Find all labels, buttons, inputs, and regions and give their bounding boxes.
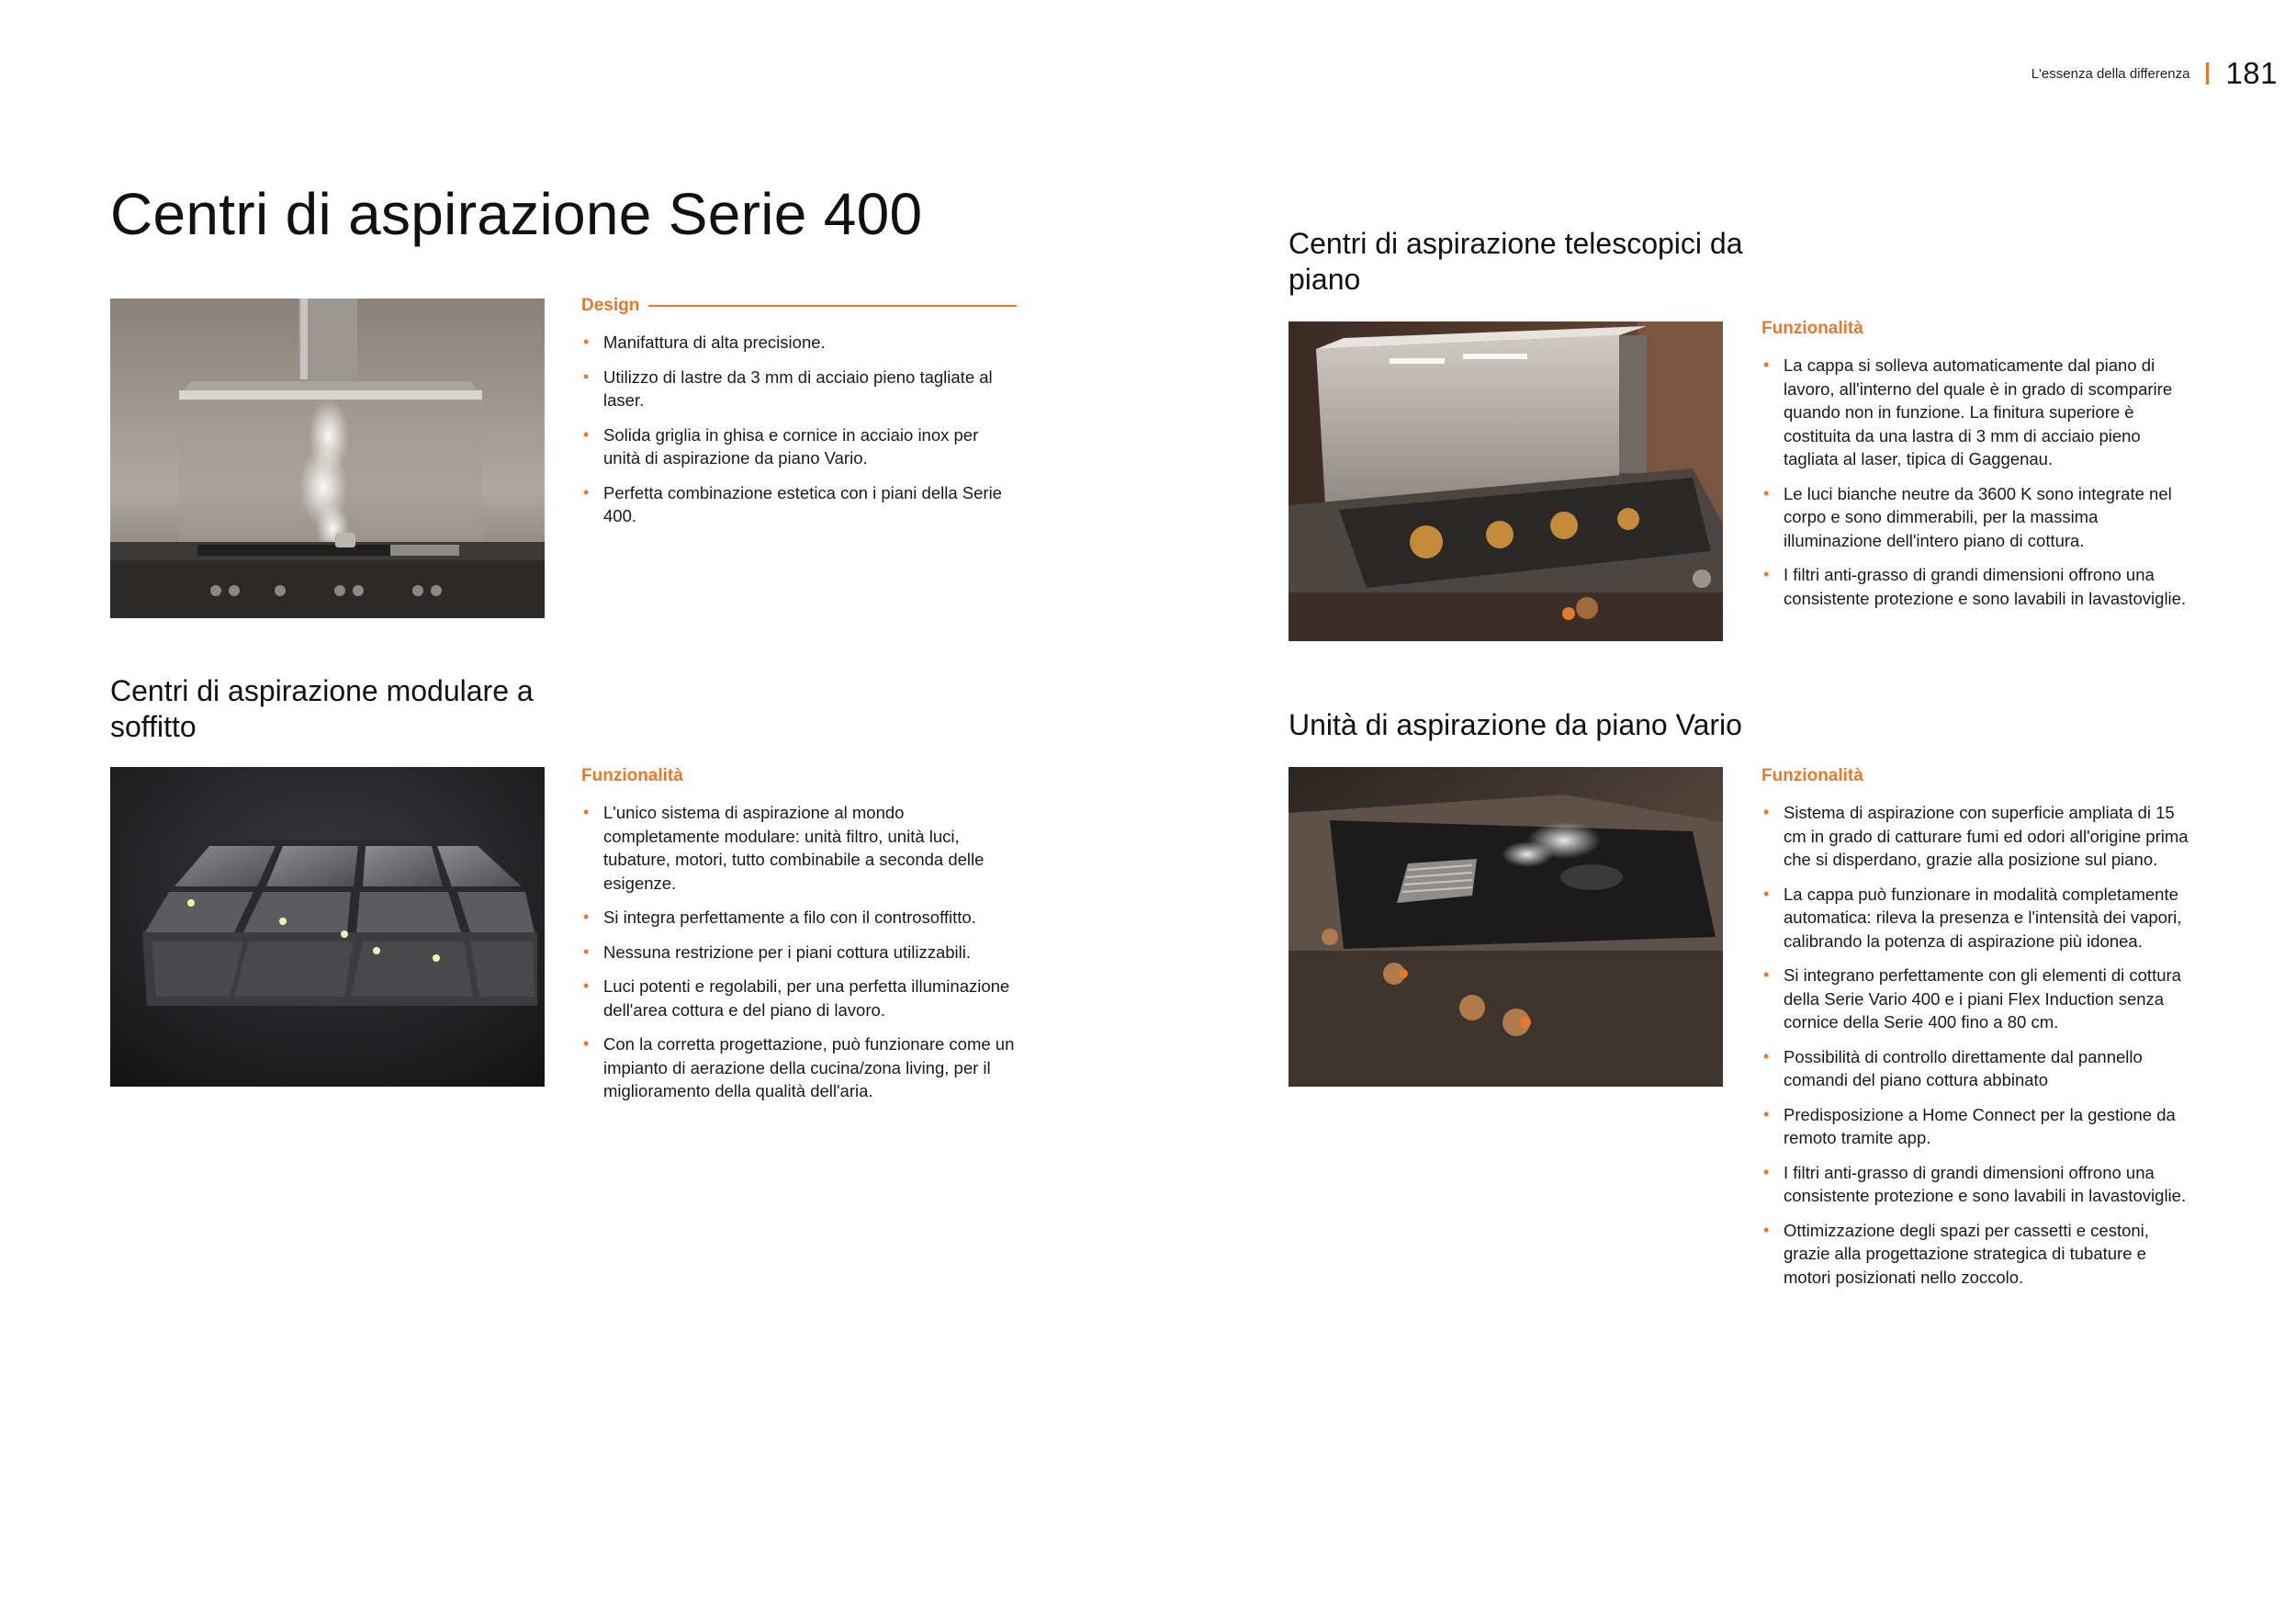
bullet-icon: • — [583, 803, 590, 821]
feature-list — [581, 331, 1017, 528]
list-item: • La cappa può funzionare in modalità completamente automatica: rileva la presenza e l'intensità dei vapori, calibrando la potenza di aspirazione più idonea. — [1763, 884, 2182, 951]
list-item: • Perfetta combinazione estetica con i piani della Serie 400. — [583, 482, 1002, 525]
telescopici-features-block — [1761, 317, 2197, 621]
vario-features-block — [1761, 764, 2197, 1300]
page-number: 181 — [2225, 56, 2278, 90]
list-item: • Luci potenti e regolabili, per una perfetta illuminazione dell'area cottura e del piano di lavoro. — [583, 976, 1010, 1020]
list-item: • Le luci bianche neutre da 3600 K sono integrate nel corpo e sono dimmerabili, per la massima illuminazione dell'intero piano di cottura. — [1763, 483, 2172, 550]
list-item: • Con la corretta progettazione, può funzionare come un impianto di aerazione della cucina/zona living, per il miglioramento della qualità dell'aria. — [583, 1034, 1015, 1100]
list-item: • Utilizzo di lastre da 3 mm di acciaio pieno tagliate al laser. — [583, 367, 993, 410]
bullet-icon: • — [583, 482, 590, 502]
running-header — [2032, 55, 2278, 92]
section-title-vario: Unità di aspirazione da piano Vario — [1289, 708, 1742, 741]
bullet-icon: • — [1763, 1046, 1770, 1066]
list-item: • Ottimizzazione degli spazi per cassetti e cestoni, grazie alla progettazione strategica di tubature e motori posizionati nello zoccolo. — [1763, 1220, 2149, 1287]
list-item: • I filtri anti-grasso di grandi dimensioni offrono una consistente protezione e sono lavabili in lavastoviglie. — [1763, 565, 2187, 608]
bullet-icon: • — [583, 1034, 590, 1053]
page-title: Centri di aspirazione Serie 400 — [110, 181, 923, 247]
bullet-icon: • — [1763, 803, 1770, 821]
bullet-icon: • — [1763, 1104, 1770, 1123]
section-title-telescopici: Centri di aspirazione telescopici da piano — [1289, 227, 1743, 296]
design-features-block — [581, 294, 1017, 539]
vario-downdraft-photo — [1289, 767, 1723, 1087]
list-item: • Predisposizione a Home Connect per la gestione da remoto tramite app. — [1763, 1104, 2176, 1147]
bullet-icon: • — [1763, 884, 1770, 903]
modulare-features-block — [581, 764, 1017, 1114]
section-title-modulare: Centri di aspirazione modulare a soffitto — [110, 674, 534, 743]
bullet-icon: • — [583, 424, 590, 444]
bullet-icon: • — [1763, 483, 1770, 502]
bullet-icon: • — [1763, 1220, 1770, 1239]
list-item: • La cappa si solleva automaticamente dal piano di lavoro, all'interno del quale è in grado di scomparire quando non in funzione. La finitura superiore è costituita da una lastra di 3 mm di acciaio pieno tagliata al laser, tipica di Gaggenau. — [1763, 355, 2173, 468]
list-item: • Si integra perfettamente a filo con il controsoffitto. — [581, 906, 1017, 930]
bullet-icon: • — [1763, 965, 1770, 984]
list-item: • Possibilità di controllo direttamente dal pannello comandi del piano cottura abbinato — [1763, 1046, 2143, 1089]
bullet-icon: • — [583, 367, 590, 386]
running-title: L'essenza della differenza — [2031, 65, 2190, 82]
list-item: • Solida griglia in ghisa e cornice in acciaio inox per unità di aspirazione da piano Vario. — [583, 424, 979, 468]
section-label: Funzionalità — [1761, 319, 1863, 338]
list-item: • Si integrano perfettamente con gli elementi di cottura della Serie Vario 400 e i piani Flex Induction senza cornice della Serie 400 fino a 80 cm. — [1763, 965, 2181, 1032]
feature-list — [581, 801, 1017, 1103]
list-item: • Nessuna restrizione per i piani cottura utilizzabili. — [581, 941, 1017, 964]
list-item: • Manifattura di alta precisione. — [581, 331, 1017, 355]
list-item: • I filtri anti-grasso di grandi dimensioni offrono una consistente protezione e sono lavabili in lavastoviglie. — [1763, 1162, 2187, 1205]
section-label: Design — [581, 294, 1017, 318]
bullet-icon: • — [1763, 565, 1770, 583]
list-item: • Sistema di aspirazione con superficie ampliata di 15 cm in grado di catturare fumi ed odori all'origine prima che si disperdano, grazie alla posizione sul piano. — [1763, 803, 2189, 869]
section-label: Funzionalità — [1761, 766, 1863, 785]
bullet-icon: • — [583, 908, 590, 926]
feature-list — [1761, 354, 2197, 610]
bullet-icon: • — [1763, 355, 1770, 374]
downdraft-hood-photo — [1289, 321, 1723, 641]
bullet-icon: • — [583, 333, 590, 351]
wall-hood-photo — [110, 299, 545, 618]
list-item: • L'unico sistema di aspirazione al mondo completamente modulare: unità filtro, unità luci, tubature, motori, tutto combinabile a seconda delle esigenze. — [583, 803, 985, 893]
feature-list — [1761, 801, 2197, 1289]
bullet-icon: • — [1763, 1162, 1770, 1181]
bullet-icon: • — [583, 976, 590, 995]
section-label: Funzionalità — [581, 766, 683, 785]
header-divider — [2206, 62, 2209, 85]
bullet-icon: • — [583, 942, 590, 961]
ceiling-hood-photo — [110, 767, 545, 1087]
